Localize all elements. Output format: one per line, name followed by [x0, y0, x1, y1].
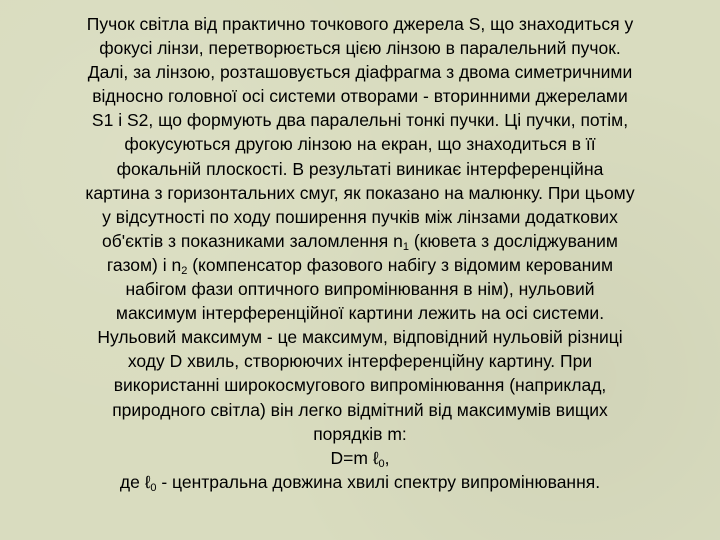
- text-segment: (компенсатор фазового набігу з відомим керованим: [187, 254, 614, 275]
- text-line: порядків m:: [313, 423, 407, 444]
- text-line: Далі, за лінзою, розташовується діафрагма з двома симетричними: [87, 62, 633, 83]
- formula-subscript: 0: [378, 457, 385, 470]
- text-line: Нульовий максимум - це максимум, відповідний нульовій різниці: [97, 327, 623, 348]
- formula-main: D=m ℓ: [330, 447, 379, 468]
- text-line: максимум інтерференційної картини лежить на осі системи.: [115, 303, 605, 324]
- text-line: [40, 229, 680, 253]
- body-text: [40, 12, 680, 494]
- formula: [40, 446, 680, 470]
- subscript: 2: [181, 264, 188, 277]
- text-line: використанні широкосмугового випромінювання (наприклад,: [113, 375, 607, 396]
- text-line: ходу D хвиль, створюючих інтерференційну картину. При: [127, 351, 593, 372]
- text-line: S1 і S2, що формують два паралельні тонкі пучки. Ці пучки, потім,: [91, 110, 629, 131]
- text-line: картина з горизонтальних смуг, як показано на малюнку. При цьому: [85, 182, 635, 203]
- footnote-text: - центральна довжина хвилі спектру випромінювання.: [156, 471, 601, 492]
- text-line: [40, 253, 680, 277]
- text-line: у відсутності по ходу поширення пучків між лінзами додаткових: [102, 206, 618, 227]
- text-line: природного світла) він легко відмітний від максимумів вищих: [112, 399, 608, 420]
- text-segment: об'єктів з показниками заломлення n: [102, 230, 403, 251]
- text-line: відносно головної осі системи отворами - вторинними джерелами: [92, 86, 628, 107]
- formula-comma: ,: [384, 447, 390, 468]
- footnote-subscript: 0: [150, 481, 157, 494]
- subscript: 1: [402, 240, 409, 253]
- footnote-prefix: де ℓ: [119, 471, 151, 492]
- text-line: фокусі лінзи, перетворюється цією лінзою в паралельний пучок.: [99, 38, 621, 59]
- text-segment: газом) і n: [106, 254, 182, 275]
- text-line: Пучок світла від практично точкового джерела S, що знаходиться у: [86, 14, 634, 34]
- footnote-line: [40, 470, 680, 494]
- text-line: фокусуються другою лінзою на екран, що знаходиться в її: [124, 134, 596, 155]
- text-segment: (кювета з досліджуваним: [408, 230, 618, 251]
- text-line: набігом фази оптичного випромінювання в нім), нульовий: [125, 279, 595, 300]
- text-line: фокальній плоскості. В результаті виникає інтерференційна: [116, 158, 604, 179]
